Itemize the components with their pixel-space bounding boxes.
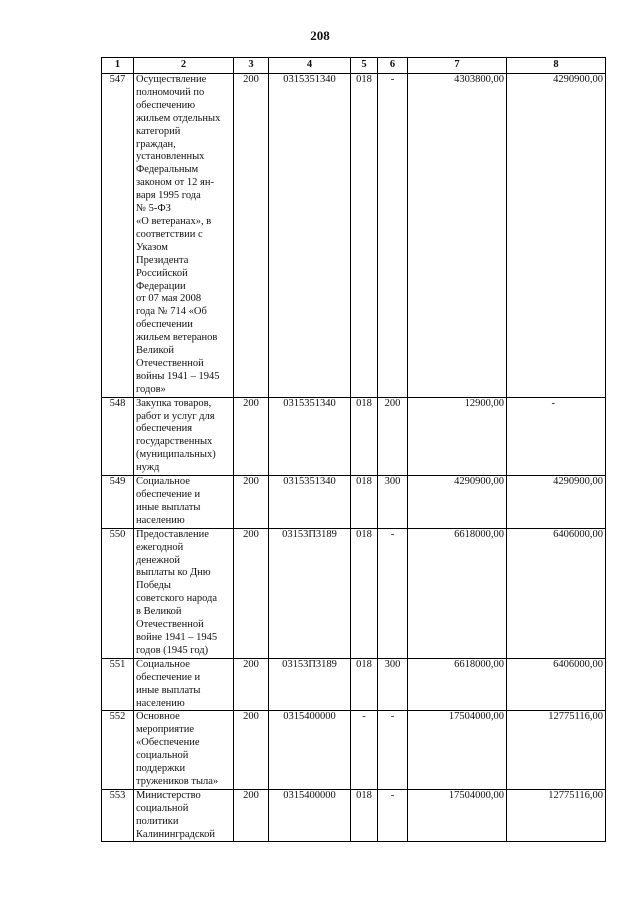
column-header: 7: [408, 58, 507, 74]
row-amount-year2: 12775116,00: [507, 711, 606, 789]
row-ministry-code: 018: [351, 658, 378, 711]
column-header: 6: [378, 58, 408, 74]
row-name-cell: [134, 397, 234, 475]
row-section: 200: [234, 528, 269, 658]
row-name: Министерство социальной политики Калининградской: [136, 789, 215, 840]
table-row: [102, 74, 606, 398]
row-amount-year2: 6406000,00: [507, 528, 606, 658]
table-row: [102, 528, 606, 658]
table-header: [102, 58, 606, 74]
table-body: [102, 74, 606, 842]
row-expense-type: 200: [378, 397, 408, 475]
page-number: 208: [310, 28, 330, 43]
column-header: 5: [351, 58, 378, 74]
row-expense-type: -: [378, 528, 408, 658]
row-name-cell: [134, 476, 234, 529]
row-name-cell: [134, 528, 234, 658]
row-name-cell: [134, 711, 234, 789]
row-target-code: 0315351340: [269, 397, 351, 475]
row-amount-year2: -: [507, 397, 606, 475]
row-section: 200: [234, 397, 269, 475]
table-row: [102, 476, 606, 529]
row-expense-type: -: [378, 74, 408, 398]
column-header: 3: [234, 58, 269, 74]
row-section: 200: [234, 658, 269, 711]
row-target-code: 0315400000: [269, 711, 351, 789]
row-expense-type: 300: [378, 658, 408, 711]
row-amount-year1: 4290900,00: [408, 476, 507, 529]
table-row: [102, 711, 606, 789]
row-number: 548: [102, 397, 134, 475]
row-ministry-code: -: [351, 711, 378, 789]
row-name: Социальное обеспечение и иные выплаты населению: [136, 658, 201, 709]
column-header: 4: [269, 58, 351, 74]
column-header: 1: [102, 58, 134, 74]
table-row: [102, 397, 606, 475]
row-name-cell: [134, 74, 234, 398]
row-amount-year1: 4303800,00: [408, 74, 507, 398]
row-number: 552: [102, 711, 134, 789]
column-header: 2: [134, 58, 234, 74]
row-number: 550: [102, 528, 134, 658]
row-ministry-code: 018: [351, 528, 378, 658]
row-amount-year2: 6406000,00: [507, 658, 606, 711]
table-row: [102, 789, 606, 842]
row-number: 553: [102, 789, 134, 842]
row-amount-year2: 12775116,00: [507, 789, 606, 842]
row-ministry-code: 018: [351, 476, 378, 529]
budget-table: [101, 57, 606, 842]
column-header: 8: [507, 58, 606, 74]
row-amount-year1: 17504000,00: [408, 789, 507, 842]
row-expense-type: -: [378, 711, 408, 789]
row-number: 549: [102, 476, 134, 529]
row-target-code: 03153П3189: [269, 658, 351, 711]
row-ministry-code: 018: [351, 789, 378, 842]
table-row: [102, 658, 606, 711]
row-name: Предоставление ежегодной денежной выплаты ко Дню Победы советского народа в Великой Отечественной войне 1941 – 1945 годов (1945 год): [136, 528, 218, 656]
row-amount-year1: 17504000,00: [408, 711, 507, 789]
row-expense-type: -: [378, 789, 408, 842]
row-amount-year2: 4290900,00: [507, 476, 606, 529]
row-section: 200: [234, 789, 269, 842]
row-target-code: 0315351340: [269, 476, 351, 529]
row-amount-year1: 12900,00: [408, 397, 507, 475]
row-ministry-code: 018: [351, 397, 378, 475]
row-section: 200: [234, 476, 269, 529]
row-section: 200: [234, 711, 269, 789]
row-target-code: 03153П3189: [269, 528, 351, 658]
row-ministry-code: 018: [351, 74, 378, 398]
row-name: Социальное обеспечение и иные выплаты населению: [136, 476, 201, 526]
row-name: Осуществление полномочий по обеспечению жильем отдельных категорий граждан, установленных Федеральным законом от 12 ян- варя 1995 года № 5-ФЗ «О ветеранах», в соответствии с Указом Президента Российской Федерации от 07 мая 2008 года № 714 «Об обеспечении жильем ветеранов Великой Отечественной войны 1941 – 1945 годов»: [136, 74, 221, 395]
row-number: 547: [102, 74, 134, 398]
row-name: Закупка товаров, работ и услуг для обеспечения государственных (муниципальных) нужд: [136, 397, 216, 474]
row-amount-year1: 6618000,00: [408, 528, 507, 658]
row-name: Основное мероприятие «Обеспечение социальной поддержки тружеников тыла»: [136, 711, 219, 787]
row-amount-year1: 6618000,00: [408, 658, 507, 711]
row-target-code: 0315400000: [269, 789, 351, 842]
row-expense-type: 300: [378, 476, 408, 529]
row-number: 551: [102, 658, 134, 711]
row-section: 200: [234, 74, 269, 398]
row-name-cell: [134, 789, 234, 842]
row-amount-year2: 4290900,00: [507, 74, 606, 398]
row-name-cell: [134, 658, 234, 711]
row-target-code: 0315351340: [269, 74, 351, 398]
